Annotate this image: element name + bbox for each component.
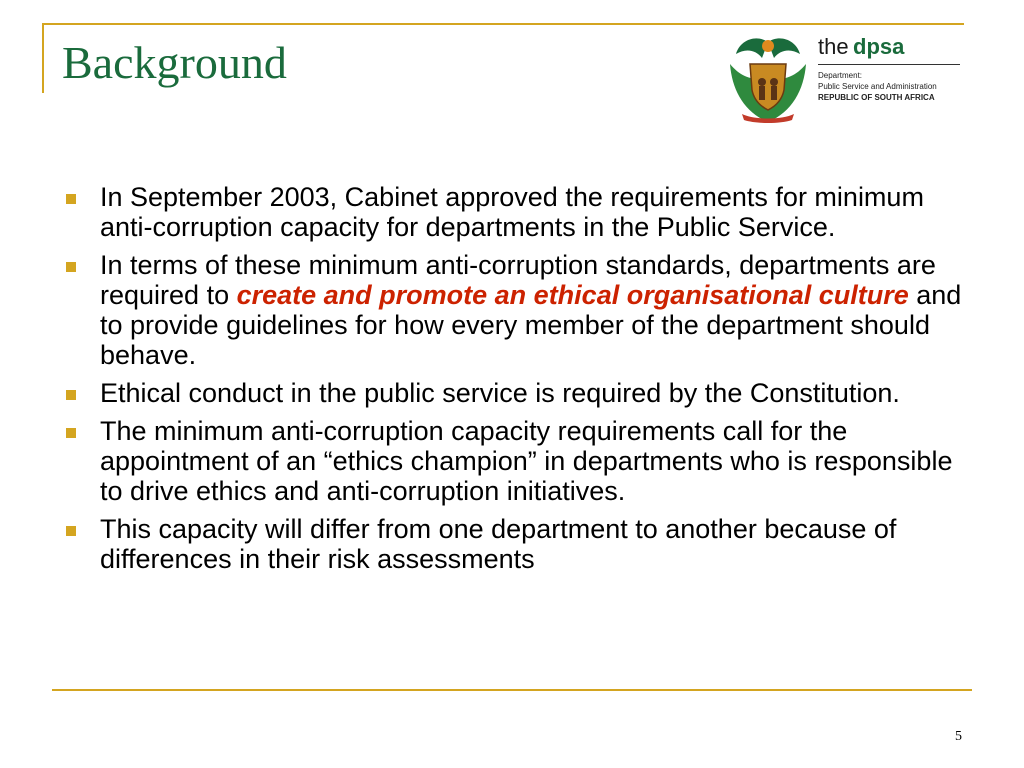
logo-country: REPUBLIC OF SOUTH AFRICA — [818, 93, 935, 102]
bullet-item-1 — [62, 182, 972, 242]
bullet-item-5 — [62, 514, 972, 574]
bullet-list — [62, 182, 972, 582]
dpsa-logo — [726, 34, 966, 130]
bullet-text: The minimum anti-corruption capacity requirements call for the appointment of an “ethics champion” in departments who is responsible to drive ethics and anti-corruption initiatives. — [100, 416, 953, 506]
bullet-emphasis: create and promote an ethical organisational culture — [236, 280, 909, 310]
slide-title: Background — [62, 37, 287, 88]
bullet-text-post: and to provide guidelines for how every member of the department should behave. — [100, 280, 962, 370]
logo-department-name: Public Service and Administration — [818, 82, 937, 91]
title-frame-top-line — [42, 23, 964, 25]
logo-dpsa: dpsa — [853, 34, 905, 59]
logo-divider — [818, 64, 960, 65]
bullet-item-3 — [62, 378, 972, 408]
bullet-text: This capacity will differ from one department to another because of differences in their risk assessments — [100, 514, 897, 574]
bullet-item-4 — [62, 416, 972, 506]
square-bullet-icon — [66, 262, 76, 272]
square-bullet-icon — [66, 526, 76, 536]
coat-of-arms-icon — [726, 34, 810, 126]
bullet-item-2 — [62, 250, 972, 370]
bullet-text: In September 2003, Cabinet approved the requirements for minimum anti-corruption capacity for departments in the Public Service. — [100, 182, 924, 242]
bullet-text-pre: In terms of these minimum anti-corruption standards, departments are required to — [100, 250, 936, 310]
bullet-text: Ethical conduct in the public service is required by the Constitution. — [100, 378, 900, 408]
square-bullet-icon — [66, 390, 76, 400]
square-bullet-icon — [66, 428, 76, 438]
square-bullet-icon — [66, 194, 76, 204]
logo-department-label: Department: — [818, 71, 863, 80]
page-number: 5 — [955, 729, 962, 744]
dpsa-logo-text — [818, 34, 968, 103]
title-frame-left-line — [42, 23, 44, 93]
logo-the: the — [818, 34, 849, 59]
footer-rule — [52, 689, 972, 691]
